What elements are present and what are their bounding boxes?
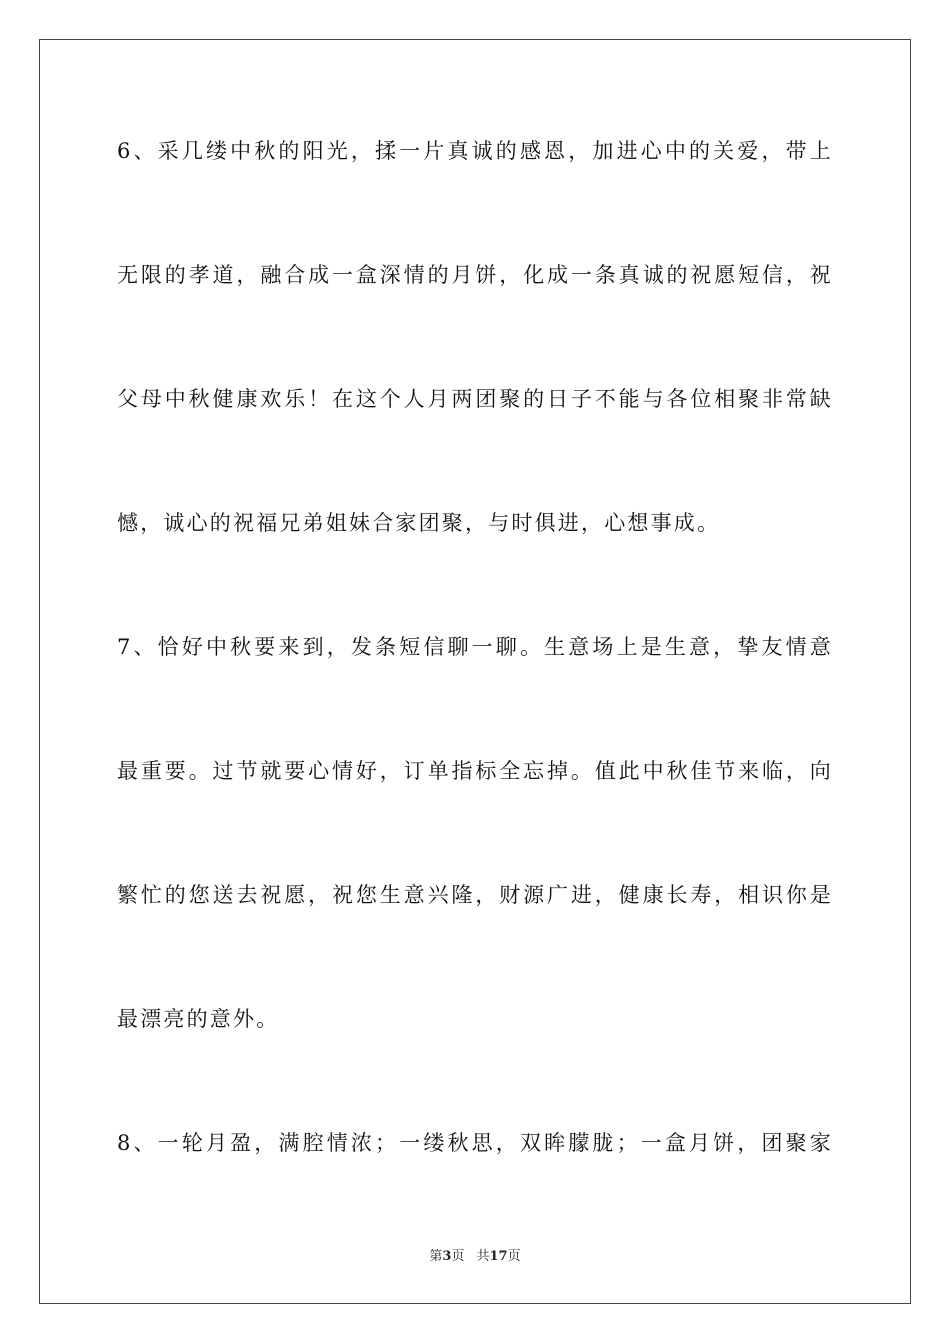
total-suffix: 页 xyxy=(507,1249,521,1264)
text-line: 父母中秋健康欢乐！在这个人月两团聚的日子不能与各位相聚非常缺 xyxy=(117,387,833,411)
text-line: 最漂亮的意外。 xyxy=(117,1007,280,1031)
text-line: 7、恰好中秋要来到，发条短信聊一聊。生意场上是生意，挚友情意 xyxy=(117,635,833,659)
text-line: 最重要。过节就要心情好，订单指标全忘掉。值此中秋佳节来临，向 xyxy=(117,759,833,783)
page-footer xyxy=(0,1247,950,1267)
page-prefix: 第 xyxy=(429,1249,443,1264)
page-border xyxy=(39,39,911,1304)
text-line: 憾，诚心的祝福兄弟姐妹合家团聚，与时俱进，心想事成。 xyxy=(117,511,721,535)
text-line: 繁忙的您送去祝愿，祝您生意兴隆，财源广进，健康长寿，相识你是 xyxy=(117,883,833,907)
text-line: 8、一轮月盈，满腔情浓；一缕秋思，双眸朦胧；一盒月饼，团聚家 xyxy=(117,1131,833,1155)
page-suffix: 页 xyxy=(451,1249,465,1264)
total-prefix: 共 xyxy=(476,1249,490,1264)
text-line: 6、采几缕中秋的阳光，揉一片真诚的感恩，加进心中的关爱，带上 xyxy=(117,139,833,163)
text-line: 无限的孝道，融合成一盒深情的月饼，化成一条真诚的祝愿短信，祝 xyxy=(117,263,833,287)
page-number: 3 xyxy=(442,1249,452,1264)
total-pages: 17 xyxy=(489,1249,508,1264)
